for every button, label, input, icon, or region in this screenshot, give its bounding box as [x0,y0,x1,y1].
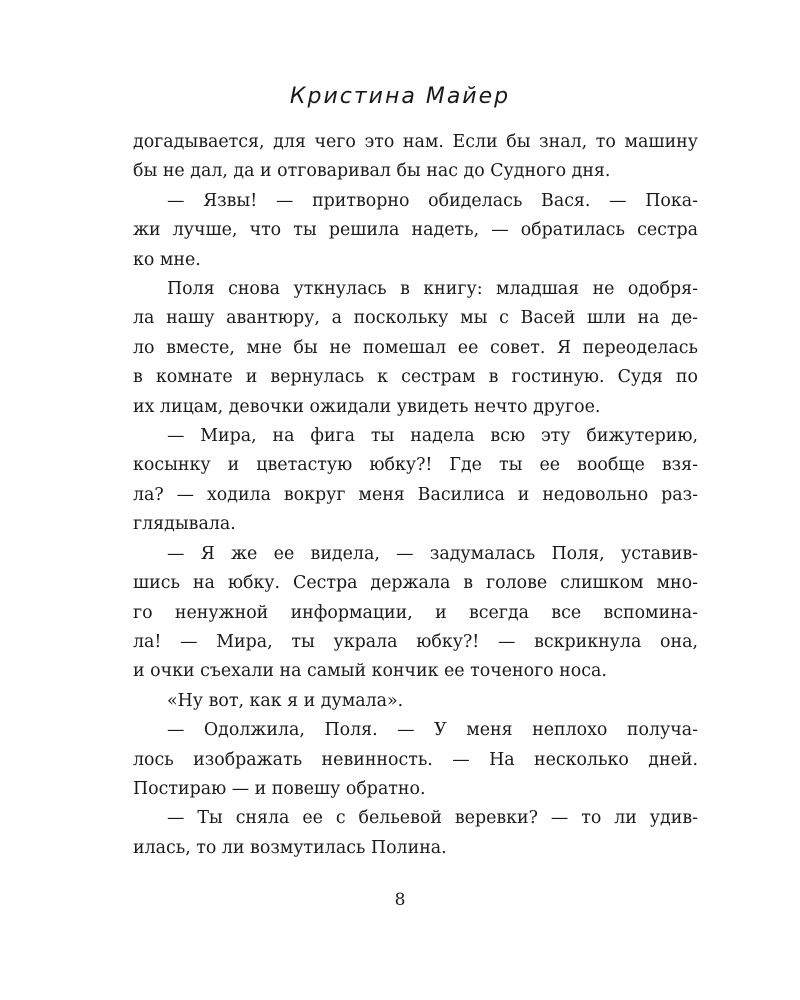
text-line: и очки съехали на самый кончик ее точеного носа. [133,661,607,682]
text-line: догадывается, для чего это нам. Если бы знал, то машину [133,132,698,152]
text-line: шись на юбку. Сестра держала в голове слишком мно- [133,573,698,594]
running-head-author: Кристина Майер [289,84,511,109]
text-line: ко мне. [133,249,201,270]
text-line: косынку и цветастую юбку?! Где ты ее вообще взя- [133,455,698,476]
page-number: 8 [394,890,406,910]
text-line: ла! — Мира, ты украла юбку?! — вскрикнула она, [133,631,698,652]
text-line: ла? — ходила вокруг меня Василиса и недовольно раз- [133,484,698,505]
text-line: Поля снова уткнулась в книгу: младшая не одобря- [167,279,698,300]
text-line: в комнате и вернулась к сестрам в гостиную. Судя по [133,367,698,388]
text-line: — Ты сняла ее с бельевой веревки? — то ли удив- [167,808,698,829]
text-line: лось изображать невинность. — На несколько дней. [133,749,698,770]
text-line: ло вместе, мне бы не помешал ее совет. Я переоделась [133,337,698,358]
text-line: — Я же ее видела, — задумалась Поля, уставив- [167,543,698,564]
text-line: илась, то ли возмутилась Полина. [133,837,447,858]
text-line: жи лучше, что ты решила надеть, — обратилась сестра [133,220,698,241]
text-line: их лицам, девочки ожидали увидеть нечто другое. [133,396,601,417]
text-line: ла нашу авантюру, а поскольку мы с Васей шли на де- [133,308,698,329]
text-line: «Ну вот, как я и думала». [167,690,404,711]
text-line: глядывала. [133,514,236,535]
text-line: — Мира, на фига ты надела всю эту бижутерию, [167,426,698,447]
text-line: го ненужной информации, и всегда все вспомина- [133,602,698,623]
text-line: Постираю — и повешу обратно. [133,778,426,799]
text-line: бы не дал, да и отговаривал бы нас до Судного дня. [133,161,611,182]
text-line: — Язвы! — притворно обиделась Вася. — Пока- [167,190,698,211]
body-text [133,128,698,863]
text-line: — Одолжила, Поля. — У меня неплохо получа- [167,720,698,741]
